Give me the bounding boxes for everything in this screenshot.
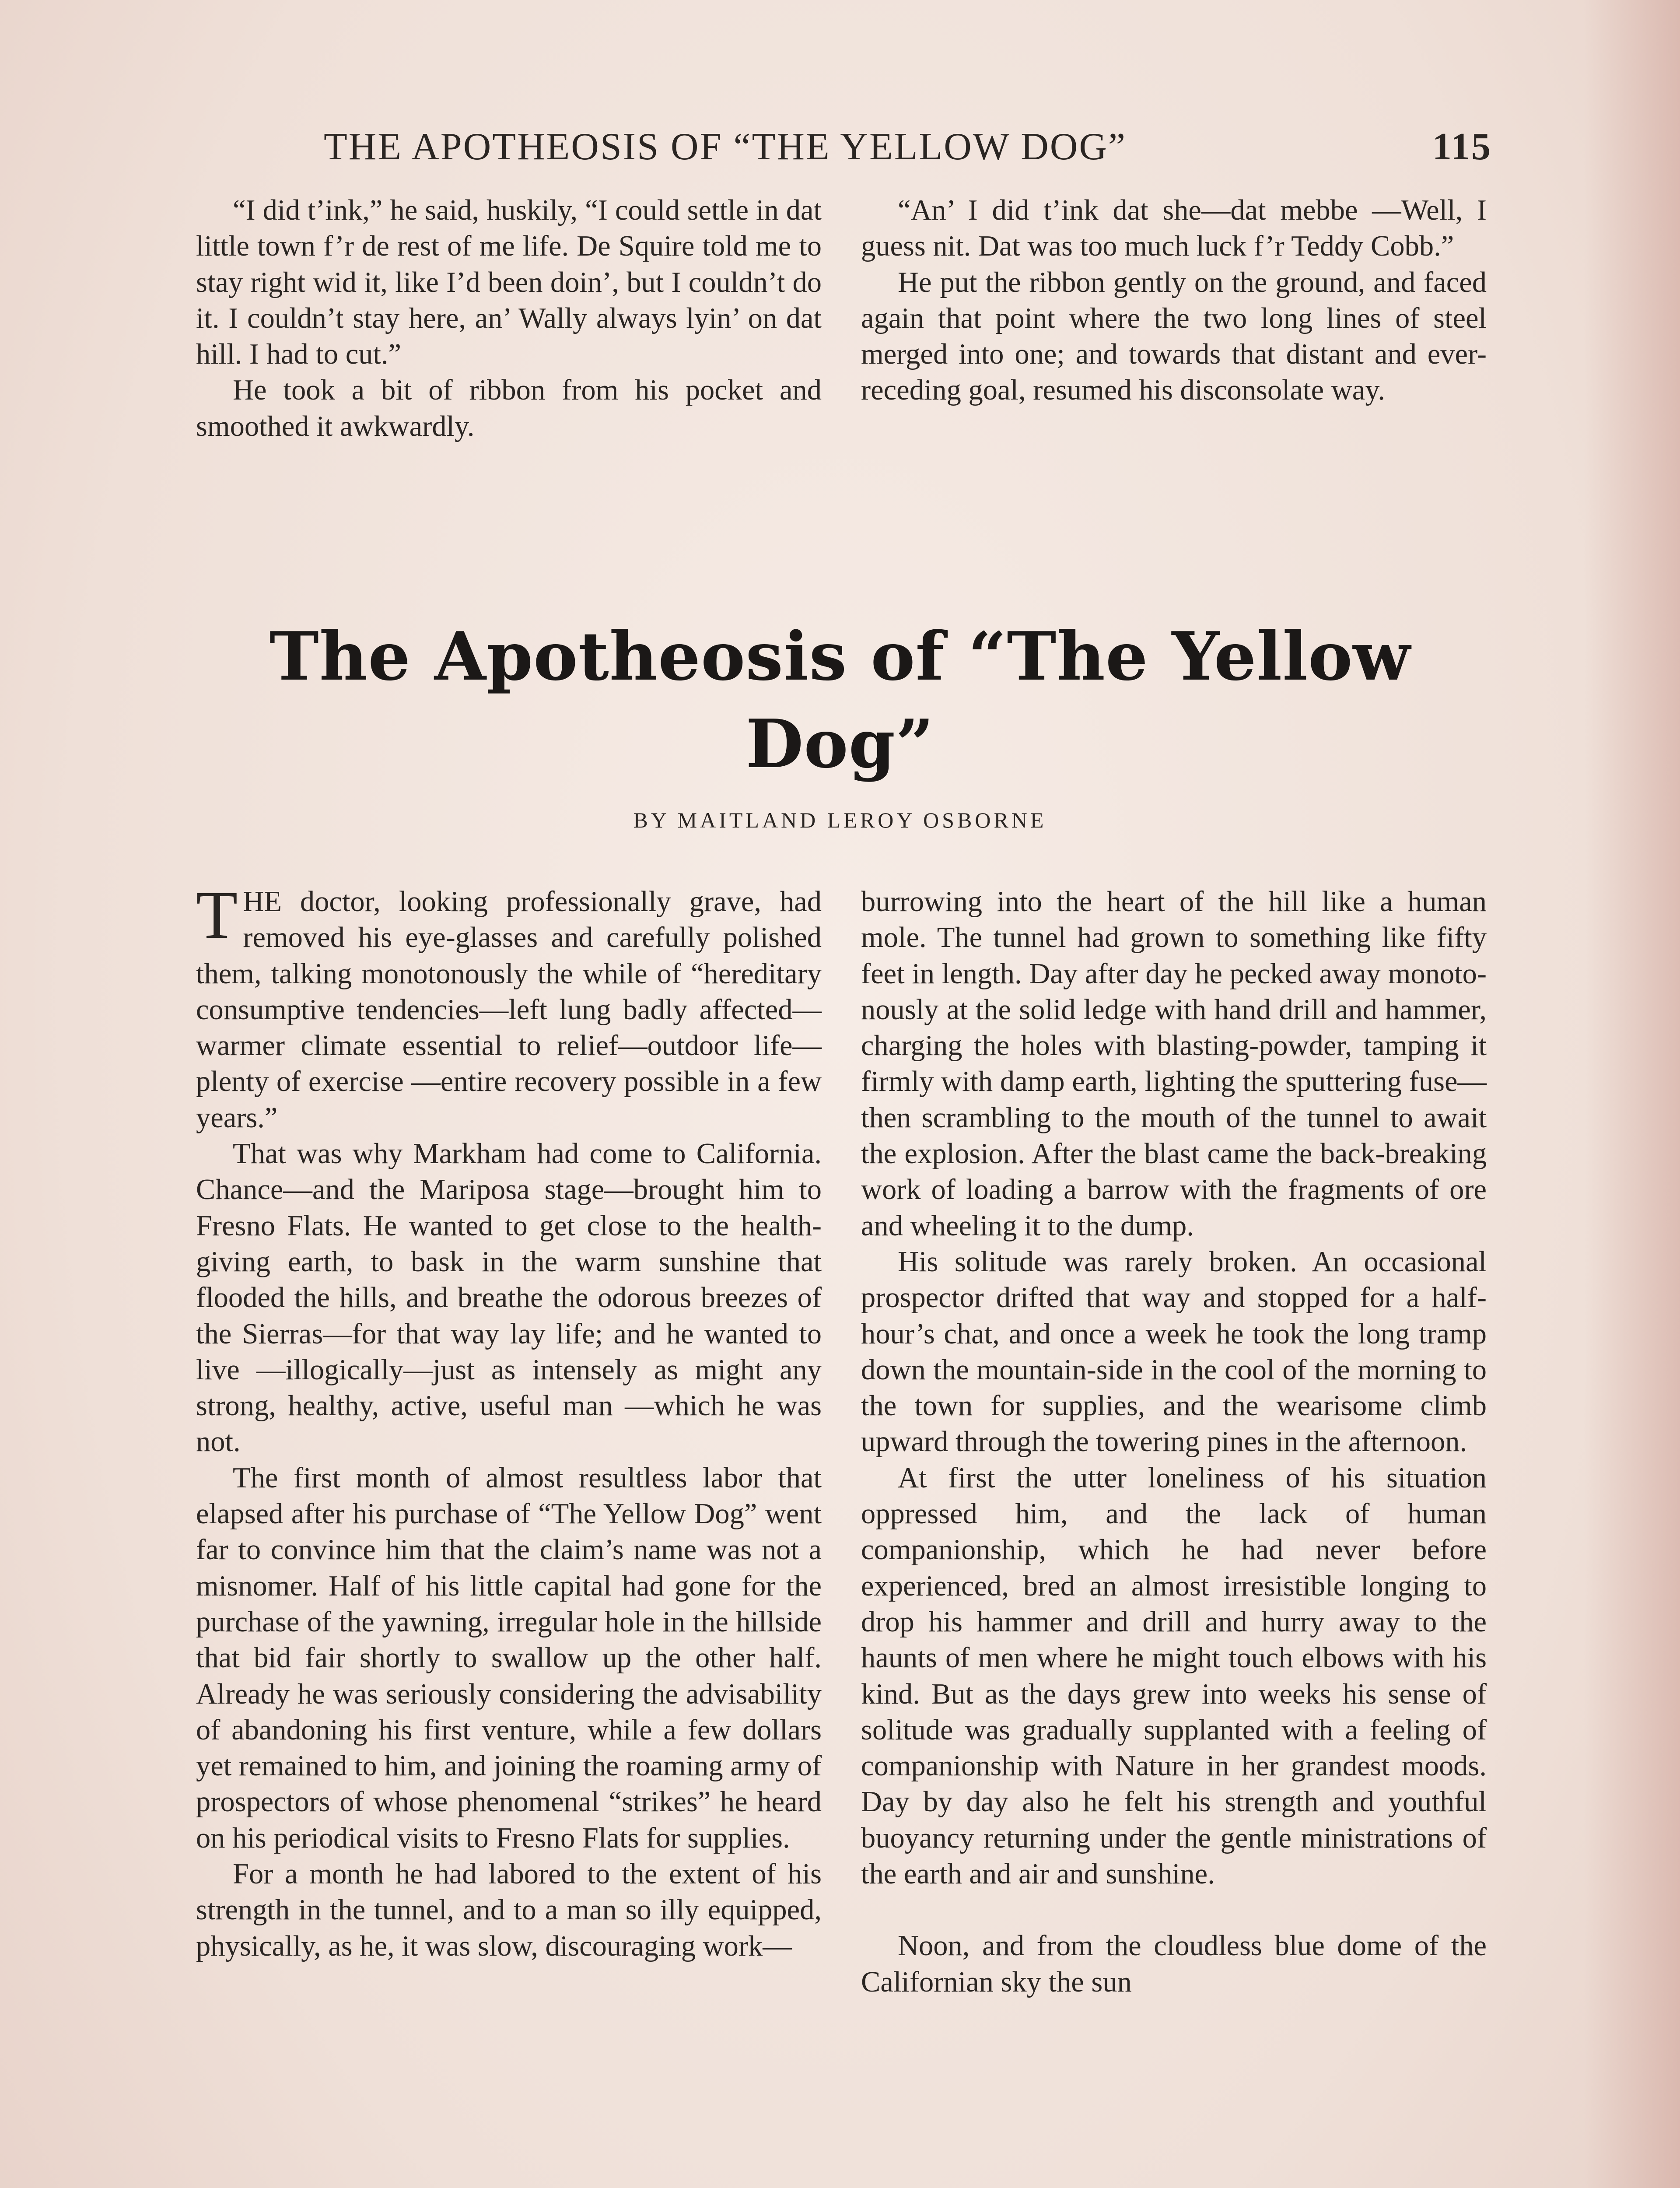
article-right-column [861,884,1487,2000]
paragraph: “An’ I did t’ink dat she—dat mebbe —Well, I guess nit. Dat was too much luck f’r Teddy Cobb.” [861,194,1487,263]
paragraph: He put the ribbon gently on the ground, and faced again that point where the two long lines of steel merged into one; and towards that distant and ever-receding goal, resumed his disconsolate way. [861,266,1487,407]
paragraph: “I did t’ink,” he said, huskily, “I could settle in dat little town f’r de rest of me life. De Squire told me to stay right wid it, like I’d been doin’, but I couldn’t do it. I couldn’t stay here, an’ Wally always lyin’ on dat hill. I had to cut.” [196,194,822,371]
article-title: The Apotheosis of “The Yellow Dog” [269,617,1411,783]
paragraph: For a month he had labored to the extent of his strength in the tunnel, and to a man so illy equipped, physically, as he, it was slow, discouraging work— [196,1858,822,1962]
page-number: 115 [1432,125,1492,168]
page-stain-right [1584,0,1680,2188]
running-head [324,123,1492,171]
running-head-title: THE APOTHEOSIS OF “THE YELLOW DOG” [324,125,1127,168]
previous-story-right-column [861,193,1487,409]
paragraph: At first the utter loneliness of his situation oppressed him, and the lack of human companionship, which he had never before experienced, bred an almost irresistible longing to drop his hammer and drill and hurry away to the haunts of men where he might touch elbows with his kind. But as the days grew into weeks his sense of solitude was gradually supplanted with a feeling of companionship with Nature in her grandest moods. Day by day also he felt his strength and youthful buoyancy returning under the gentle ministrations of the earth and air and sunshine. [861,1462,1487,1890]
article-left-column [196,877,822,1964]
paragraph: He took a bit of ribbon from his pocket and smoothed it awkwardly. [196,374,822,442]
drop-cap: T [196,877,238,953]
opening-paragraph [196,877,822,1136]
continued-paragraph: burrowing into the heart of the hill like a human mole. The tunnel had grown to something like fifty feet in length. Day after day he pecked away monotonously at the solid ledge with hand drill and hammer, charging the holes with blasting-powder, tamping it firmly with damp earth, lighting the sputtering fuse—then scrambling to the mouth of the tunnel to await the explosion. After the blast came the back-breaking work of loading a barrow with the fragments of ore and wheeling it to the dump. [861,886,1487,1242]
paragraph: The first month of almost resultless labor that elapsed after his purchase of “The Yellow Dog” went far to convince him that the claim’s name was not a misnomer. Half of his little capital had gone for the purchase of the yawning, irregular hole in the hillside that bid fair shortly to swallow up the other half. Already he was seriously considering the advisability of abandoning his first venture, while a few dollars yet remained to him, and joining the roaming army of prospectors of whose phenomenal “strikes” he heard on his periodical visits to Fresno Flats for supplies. [196,1462,822,1854]
paragraph: That was why Markham had come to California. Chance—and the Mariposa stage—brought him to Fresno Flats. He wanted to get close to the health-giving earth, to bask in the warm sunshine that flooded the hills, and breathe the odorous breezes of the Sierras—for that way lay life; and he wanted to live —illogically—just as intensely as might any strong, healthy, active, useful man —which he was not. [196,1138,822,1458]
byline: BY MAITLAND LEROY OSBORNE [633,808,1047,832]
previous-story-left-column [196,193,822,445]
paragraph: His solitude was rarely broken. An occasional prospector drifted that way and stopped for a half-hour’s chat, and once a week he took the long tramp down the mountain-side in the cool of the morning to the town for supplies, and the wearisome climb upward through the towering pines in the afternoon. [861,1245,1487,1458]
opening-paragraph-text: HE doctor, looking professionally grave, had removed his eye-glasses and carefully polished them, talking monotonously the while of “hereditary consumptive tendencies—left lung badly affected—warmer climate essential to relief—outdoor life—plenty of exercise —entire recovery possible in a few years.” [196,886,822,1134]
paragraph: Noon, and from the cloudless blue dome of the Californian sky the sun [861,1930,1487,1998]
